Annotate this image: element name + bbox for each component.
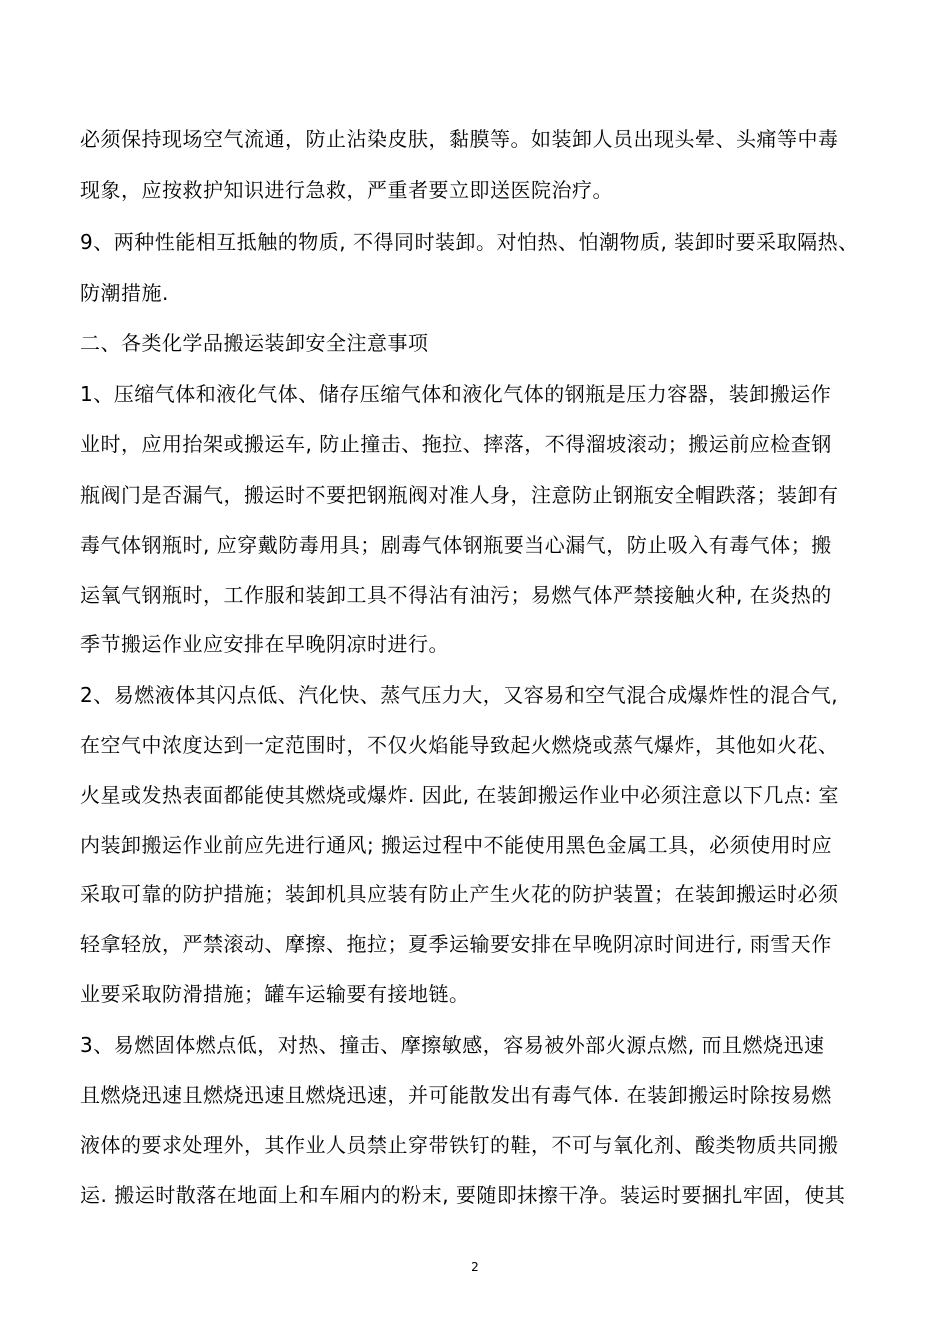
text-line: 3、易燃固体燃点低，对热、撞击、摩擦敏感，容易被外部火源点燃, 而且燃烧迅速	[80, 1033, 825, 1057]
text-line: 运. 搬运时散落在地面上和车厢内的粉末, 要随即抹擦干净。装运时要捆扎牢固，使其	[80, 1183, 846, 1207]
text-line: 业时，应用抬架或搬运车, 防止撞击、拖拉、摔落，不得溜坡滚动；搬运前应检查钢	[80, 432, 832, 456]
text-line: 现象，应按救护知识进行急救，严重者要立即送医院治疗。	[80, 178, 613, 202]
text-line: 季节搬运作业应安排在早晚阴凉时进行。	[80, 632, 449, 656]
text-line: 且燃烧迅速且燃烧迅速且燃烧迅速，并可能散发出有毒气体. 在装卸搬运时除按易燃	[80, 1083, 832, 1107]
text-line: 内装卸搬运作业前应先进行通风; 搬运过程中不能使用黑色金属工具，必须使用时应	[80, 833, 833, 857]
text-line: 轻拿轻放，严禁滚动、摩擦、拖拉；夏季运输要安排在早晚阴凉时间进行, 雨雪天作	[80, 932, 832, 956]
text-line: 液体的要求处理外，其作业人员禁止穿带铁钉的鞋，不可与氧化剂、酸类物质共同搬	[80, 1133, 839, 1157]
text-line: 毒气体钢瓶时, 应穿戴防毒用具；剧毒气体钢瓶要当心漏气，防止吸入有毒气体；搬	[80, 533, 832, 557]
page-number: 2	[471, 1260, 479, 1274]
text-line: 运氧气钢瓶时，工作服和装卸工具不得沾有油污；易燃气体严禁接触火种, 在炎热的	[80, 583, 832, 607]
text-line: 9、两种性能相互抵触的物质, 不得同时装卸。对怕热、怕潮物质, 装卸时要采取隔热、	[80, 230, 859, 254]
text-line: 防潮措施.	[80, 281, 169, 305]
text-line: 瓶阀门是否漏气，搬运时不要把钢瓶阀对准人身，注意防止钢瓶安全帽跌落；装卸有	[80, 483, 839, 507]
text-line: 必须保持现场空气流通，防止沾染皮肤，黏膜等。如装卸人员出现头晕、头痛等中毒	[80, 127, 839, 151]
text-line: 1、压缩气体和液化气体、储存压缩气体和液化气体的钢瓶是压力容器，装卸搬运作	[80, 382, 832, 406]
text-line: 采取可靠的防护措施；装卸机具应装有防止产生火花的防护装置；在装卸搬运时必须	[80, 882, 839, 906]
text-line: 业要采取防滑措施；罐车运输要有接地链。	[80, 982, 470, 1006]
section-heading: 二、各类化学品搬运装卸安全注意事项	[80, 331, 429, 355]
text-line: 2、易燃液体其闪点低、汽化快、蒸气压力大，又容易和空气混合成爆炸性的混合气,	[80, 683, 839, 707]
text-line: 火星或发热表面都能使其燃烧或爆炸. 因此, 在装卸搬运作业中必须注意以下几点: 室	[80, 783, 840, 807]
text-line: 在空气中浓度达到一定范围时，不仅火焰能导致起火燃烧或蒸气爆炸，其他如火花、	[80, 733, 839, 757]
